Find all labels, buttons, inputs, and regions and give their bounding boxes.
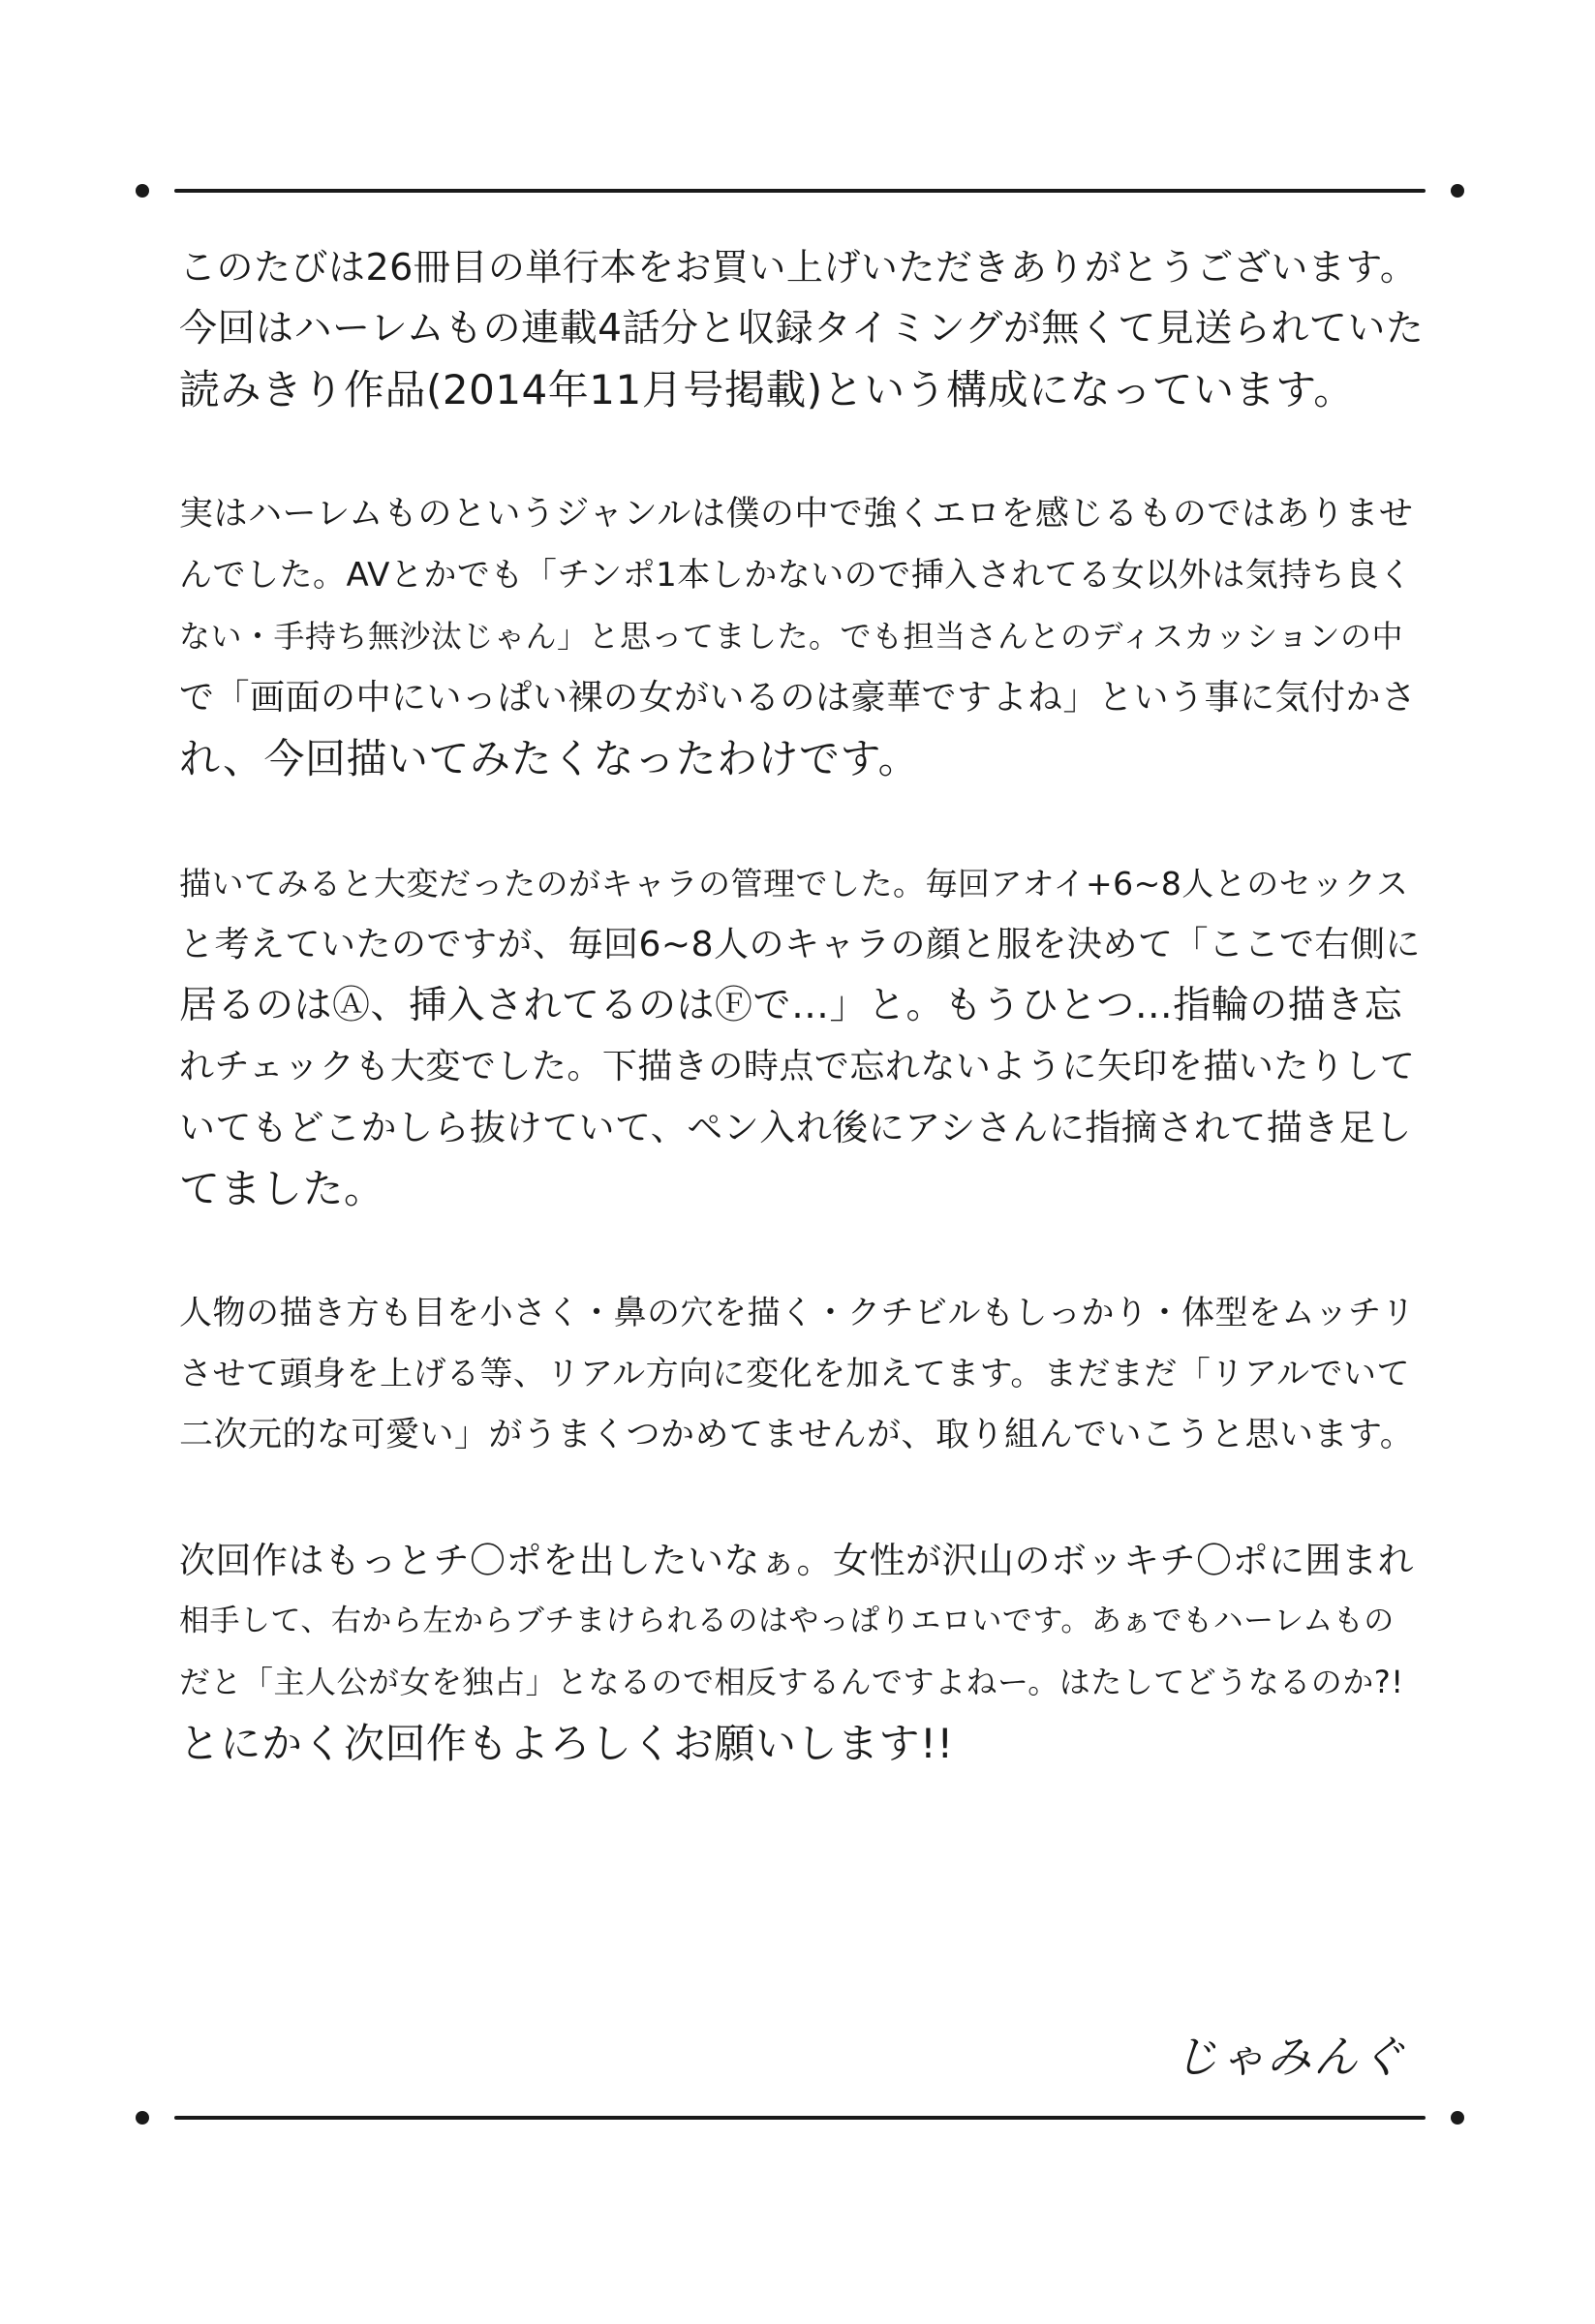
top-divider xyxy=(136,176,1464,205)
divider-dot xyxy=(1451,2111,1464,2125)
text-line: 相手して、右から左からブチまけられるのはやっぱりエロいです。あぁでもハーレムもの xyxy=(179,1604,1395,1638)
bottom-divider xyxy=(136,2103,1464,2132)
text-line: このたびは26冊目の単行本をお買い上げいただきありがとうございます。 xyxy=(179,246,1418,289)
text-line: で「画面の中にいっぱい裸の女がいるのは豪華ですよね」という事に気付かさ xyxy=(179,678,1417,718)
text-line: れチェックも大変でした。下描きの時点で忘れないように矢印を描いたりして xyxy=(179,1047,1416,1086)
text-line: させて頭身を上げる等、リアル方向に変化を加えてます。まだまだ「リアルでいて xyxy=(179,1355,1411,1393)
divider-dot xyxy=(136,2111,149,2125)
text-line: と考えていたのですが、毎回6~8人のキャラの顔と服を決めて「ここで右側に xyxy=(179,925,1421,964)
paragraph-3 xyxy=(179,853,1428,1219)
text-line: 居るのはⒶ、挿入されてるのはⒻで…」と。もうひとつ…指輪の描き忘 xyxy=(179,984,1403,1027)
text-line: 読みきり作品(2014年11月号掲載)という構成になっています。 xyxy=(179,366,1355,413)
text-line: 人物の描き方も目を小さく・鼻の穴を描く・クチビルもしっかり・体型をムッチリ xyxy=(179,1294,1416,1332)
paragraph-1 xyxy=(179,237,1428,420)
text-line: 次回作はもっとチ〇ポを出したいなぁ。女性が沢山のボッキチ〇ポに囲まれ xyxy=(179,1540,1414,1581)
text-line: だと「主人公が女を独占」となるので相反するんですよねー。はたしてどうなるのか?! xyxy=(179,1664,1404,1700)
text-line: 実はハーレムものというジャンルは僕の中で強くエロを感じるものではありませ xyxy=(179,495,1414,534)
text-line: 今回はハーレムもの連載4話分と収録タイミングが無くて見送られていた xyxy=(179,307,1425,351)
divider-dot xyxy=(1451,184,1464,198)
author-signature: じゃみんぐ xyxy=(1174,2031,1406,2083)
text-line: 二次元的な可愛い」がうまくつかめてませんが、取り組んでいこうと思います。 xyxy=(179,1416,1415,1454)
text-line: れ、今回描いてみたくなったわけです。 xyxy=(179,735,920,782)
paragraph-4 xyxy=(179,1283,1428,1466)
afterword-letter xyxy=(179,237,1428,1838)
paragraph-2 xyxy=(179,484,1428,789)
text-line: 描いてみると大変だったのがキャラの管理でした。毎回アオイ+6~8人とのセックス xyxy=(179,865,1409,902)
text-line: んでした。AVとかでも「チンポ1本しかないので挿入されてる女以外は気持ち良く xyxy=(179,556,1413,595)
divider-dot xyxy=(136,184,149,198)
divider-line xyxy=(174,2116,1426,2120)
paragraph-5 xyxy=(179,1530,1428,1774)
text-line: とにかく次回作もよろしくお願いします!! xyxy=(179,1720,954,1767)
divider-line xyxy=(174,189,1426,193)
text-line: いてもどこかしら抜けていて、ペン入れ後にアシさんに指摘されて描き足し xyxy=(179,1107,1412,1148)
text-line: ない・手持ち無沙汰じゃん」と思ってました。でも担当さんとのディスカッションの中 xyxy=(179,618,1403,655)
text-line: てました。 xyxy=(179,1165,385,1212)
